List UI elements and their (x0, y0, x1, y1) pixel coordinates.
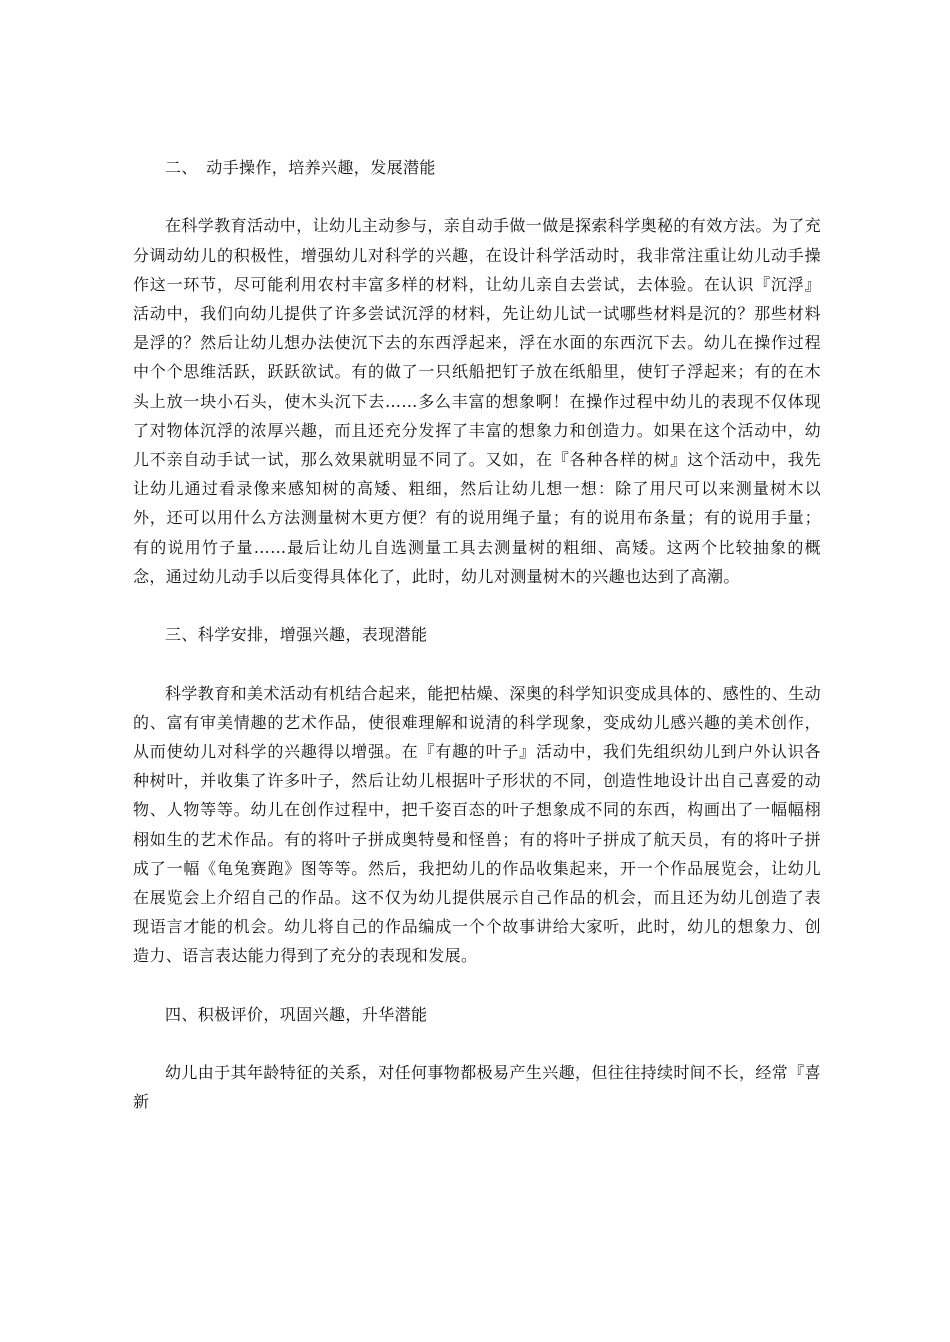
spacer (133, 182, 821, 211)
section-heading-3: 三、科学安排，增强兴趣，表现潜能 (165, 625, 428, 645)
spacer (133, 971, 821, 1000)
document-body (133, 153, 821, 1117)
section-heading-2: 二、 动手操作，培养兴趣，发展潜能 (165, 158, 436, 177)
section-paragraph-3: 科学教育和美术活动有机结合起来，能把枯燥、深奥的科学知识变成具体的、感性的、生动的、富有审美情趣的艺术作品，使很难理解和说清的科学现象，变成幼儿感兴趣的美术创作，从而使幼儿对科学的兴趣得以增强。在『有趣的叶子』活动中，我们先组织幼儿到户外认识各种树叶，并收集了许多叶子，然后让幼儿根据叶子形状的不同，创造性地设计出自己喜爱的动物、人物等等。幼儿在创作过程中，把千姿百态的叶子想象成不同的东西，构画出了一幅幅栩栩如生的艺术作品。有的将叶子拼成奥特曼和怪兽；有的将叶子拼成了航天员，有的将叶子拼成了一幅《龟兔赛跑》图等等。然后，我把幼儿的作品收集起来，开一个作品展览会，让幼儿在展览会上介绍自己的作品。这不仅为幼儿提供展示自己作品的机会，而且还为幼儿创造了表现语言才能的机会。幼儿将自己的作品编成一个个故事讲给大家听，此时，幼儿的想象力、创造力、语言表达能力得到了充分的表现和发展。 (133, 683, 822, 966)
spacer (133, 649, 821, 678)
section-paragraph-2: 在科学教育活动中，让幼儿主动参与，亲自动手做一做是探索科学奥秘的有效方法。为了充分调动幼儿的积极性，增强幼儿对科学的兴趣，在设计科学活动时，我非常注重让幼儿动手操作这一环节，尽可能利用农村丰富多样的材料，让幼儿亲自去尝试，去体验。在认识『沉浮』活动中，我们向幼儿提供了许多尝试沉浮的材料，先让幼儿试一试哪些材料是沉的？那些材料是浮的？然后让幼儿想办法使沉下去的东西浮起来，浮在水面的东西沉下去。幼儿在操作过程中个个思维活跃，跃跃欲试。有的做了一只纸船把钉子放在纸船里，使钉子浮起来；有的在木头上放一块小石头，使木头沉下去……多么丰富的想象啊！在操作过程中幼儿的表现不仅体现了对物体沉浮的浓厚兴趣，而且还充分发挥了丰富的想象力和创造力。如果在这个活动中，幼儿不亲自动手试一试，那么效果就明显不同了。又如，在『各种各样的树』这个活动中，我先让幼儿通过看录像来感知树的高矮、粗细，然后让幼儿想一想：除了用尺可以来测量树木以外，还可以用什么方法测量树木更方便？有的说用绳子量；有的说用布条量；有的说用手量；有的说用竹子量……最后让幼儿自选测量工具去测量树的粗细、高矮。这两个比较抽象的概念，通过幼儿动手以后变得具体化了，此时，幼儿对测量树木的兴趣也达到了高潮。 (133, 216, 822, 586)
section-heading-4: 四、积极评价，巩固兴趣，升华潜能 (165, 1004, 428, 1024)
section-paragraph-4: 幼儿由于其年龄特征的关系，对任何事物都极易产生兴趣，但往往持续时间不长，经常『喜新 (133, 1063, 822, 1112)
spacer (133, 591, 821, 620)
spacer (133, 1029, 821, 1058)
